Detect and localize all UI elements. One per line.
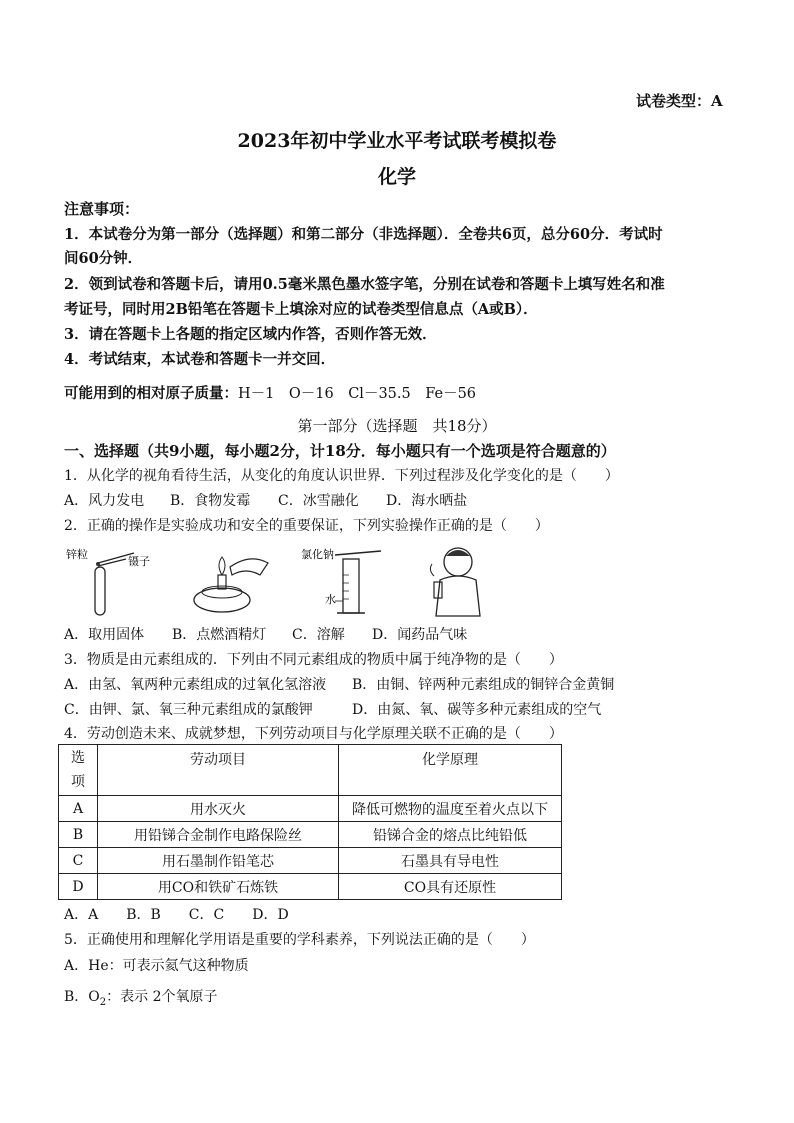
q3-option-b: B．由铜、锌两种元素组成的铜锌合金黄铜	[352, 677, 615, 693]
table-row: C 用石墨制作铅笔芯 石墨具有导电性	[59, 848, 562, 874]
atomic-masses-label: 可能用到的相对原子质量：	[64, 385, 238, 402]
q5-option-b: B．$O_2$：表示 2个氧原子	[64, 989, 218, 1008]
notes-heading: 注意事项：	[64, 200, 140, 218]
note-2a: 2．领到试卷和答题卡后，请用0.5毫米黑色墨水签字笔，分别在试卷和答题卡上填写姓名和准	[64, 276, 665, 293]
graduated-cylinder	[343, 559, 359, 613]
note-1b: 间60分钟．	[64, 250, 143, 267]
q2-stem: 2．正确的操作是实验成功和安全的重要保证，下列实验操作正确的是（ ）	[64, 518, 549, 534]
fig-alcohol-lamp	[180, 545, 275, 617]
second-lamp	[230, 559, 268, 575]
part1-heading: 第一部分（选择题 共18分）	[297, 417, 497, 435]
fig-label-tweezers: 镊子	[128, 555, 150, 568]
q4-table-header	[59, 745, 562, 796]
test-tube	[95, 567, 105, 615]
q1-stem: 1．从化学的视角看待生活，从变化的角度认识世界．下列过程涉及化学变化的是（ ）	[64, 468, 619, 484]
col-option-header: 选 项	[59, 745, 98, 796]
atomic-masses-values: H－1 O－16 Cl－35.5 Fe－56	[238, 386, 477, 402]
note-1a: 1．本试卷分为第一部分（选择题）和第二部分（非选择题）．全卷共6页，总分60分．考试时	[64, 226, 663, 243]
fig-solid-handling	[64, 545, 164, 617]
atomic-masses	[64, 382, 476, 403]
note-4: 4．考试结束，本试卷和答题卡一并交回．	[64, 351, 336, 368]
q4-table	[58, 744, 562, 900]
table-row: D 用CO和铁矿石炼铁 CO具有还原性	[59, 874, 562, 900]
col-principle-header: 化学原理	[339, 745, 562, 796]
q3-option-d: D．由氮、氧、碳等多种元素组成的空气	[352, 702, 602, 718]
q3-option-a: A．由氢、氧两种元素组成的过氧化氢溶液	[64, 677, 327, 693]
q5-stem: 5．正确使用和理解化学用语是重要的学科素养，下列说法正确的是（ ）	[64, 932, 535, 948]
q4-stem: 4．劳动创造未来、成就梦想，下列劳动项目与化学原理关联不正确的是（ ）	[64, 726, 563, 742]
col-project-header: 劳动项目	[98, 745, 339, 796]
q1-option-c: C．冰雪融化	[278, 493, 359, 509]
table-row: B 用铅锑合金制作电路保险丝 铅锑合金的熔点比纯铅低	[59, 822, 562, 848]
spoon	[335, 551, 381, 555]
q2-option-d: D．闻药品气味	[372, 627, 468, 643]
fig-label-zinc: 锌粒	[66, 548, 88, 561]
note-3: 3．请在答题卡上各题的指定区域内作答，否则作答无效．	[64, 326, 437, 343]
person-body	[436, 576, 480, 616]
subject-title: 化学	[377, 166, 416, 188]
q1-option-a: A．风力发电	[64, 493, 145, 509]
q1-option-d: D．海水晒盐	[386, 493, 468, 509]
q5-option-a: A．He：可表示氦气这种物质	[64, 958, 249, 974]
q4-options: A．A B．B C．C D．D	[64, 907, 289, 923]
q3-option-c: C．由钾、氯、氧三种元素组成的氯酸钾	[64, 702, 313, 718]
zinc-grain	[96, 562, 100, 566]
note-2b: 考证号，同时用2B铅笔在答题卡上填涂对应的试卷类型信息点（A或B）．	[64, 301, 538, 318]
section1-heading: 一、选择题（共9小题，每小题2分，计18分．每小题只有一个选项是符合题意的）	[64, 442, 616, 460]
fig-label-water: 水	[325, 593, 336, 606]
fig-label-nacl: 氯化钠	[301, 548, 334, 561]
q1-option-b: B．食物发霉	[170, 493, 251, 509]
q2-option-b: B．点燃酒精灯	[172, 627, 267, 643]
exam-title: 2023年初中学业水平考试联考模拟卷	[237, 130, 557, 152]
flame	[219, 557, 225, 575]
table-row: A 用水灭火 降低可燃物的温度至着火点以下	[59, 796, 562, 822]
q3-stem: 3．物质是由元素组成的．下列由不同元素组成的物质中属于纯净物的是（ ）	[64, 652, 563, 668]
paper-type: 试卷类型：A	[636, 92, 723, 110]
q2-option-a: A．取用固体	[64, 627, 145, 643]
q2-option-c: C．溶解	[292, 627, 345, 643]
fig-smelling	[418, 540, 498, 618]
fig-dissolving	[295, 545, 390, 617]
